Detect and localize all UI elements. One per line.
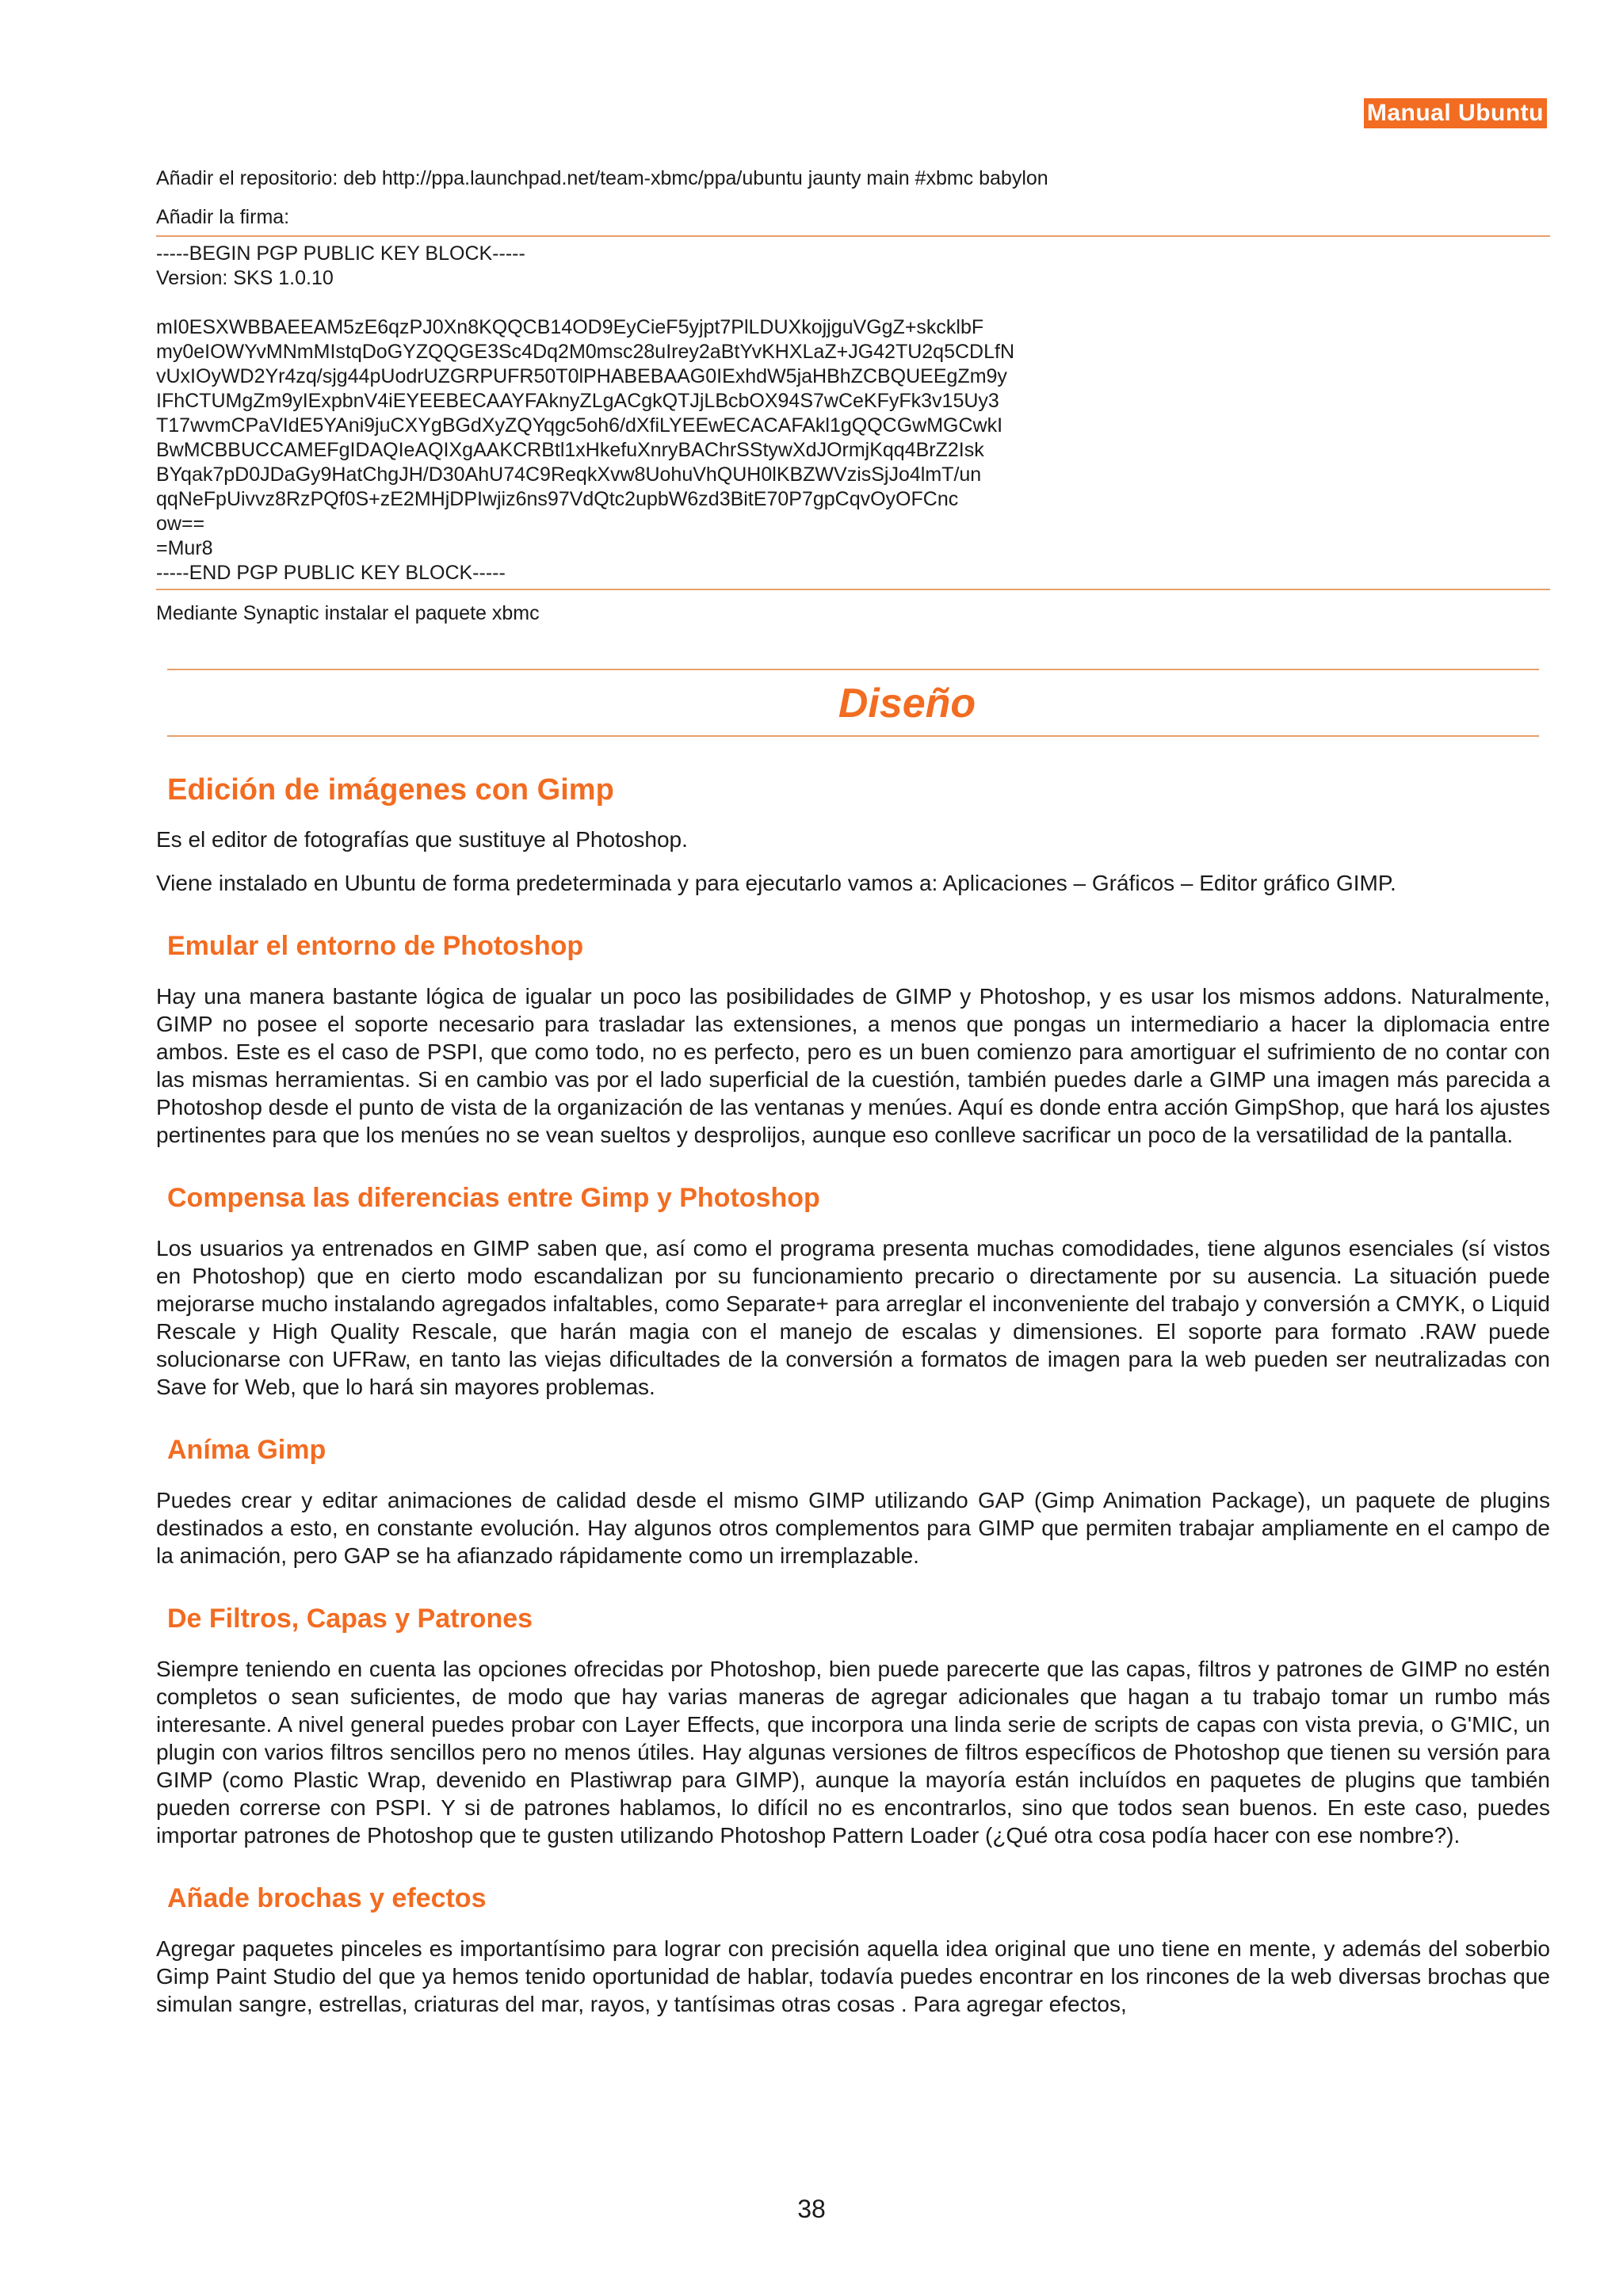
synaptic-instruction: Mediante Synaptic instalar el paquete xbmc bbox=[156, 602, 540, 624]
subsection-heading: Emular el entorno de Photoshop bbox=[167, 931, 584, 961]
subsection-heading: Compensa las diferencias entre Gimp y Photoshop bbox=[167, 1183, 820, 1213]
subsection-paragraph: Agregar paquetes pinceles es importantísimo para lograr con precisión aquella idea original que uno tiene en mente, y además del soberbio Gimp Paint Studio del que ya hemos tenido oportunidad de hablar, todavía puedes encontrar en los rincones de la web diversas brochas que simulan sangre, estrellas, criaturas del mar, rayos, y tantísimas otras cosas . Para agregar efectos, bbox=[156, 1936, 1550, 2016]
gimp-install-paragraph: Viene instalado en Ubuntu de forma predeterminada y para ejecutarlo vamos a: Aplicaciones – Gráficos – Editor gráfico GIMP. bbox=[156, 871, 1396, 895]
section-bottom-rule bbox=[167, 735, 1539, 737]
subsection-paragraph: Los usuarios ya entrenados en GIMP saben que, así como el programa presenta muchas comodidades, tiene algunos esenciales (sí vistos en Photoshop) que en cierto modo escandalizan por su funcionamiento precario o directamente por su ausencia. La situación puede mejorarse mucho instalando agregados infaltables, como Separate+ para arreglar el inconveniente del trabajo y conversión a CMYK, o Liquid Rescale y High Quality Rescale, que harán magia con el manejo de escalas y dimensiones. El soporte para formato .RAW puede solucionarse con UFRaw, en tanto las viejas dificultades de la conversión a formatos de imagen para la web pueden ser neutralizadas con Save for Web, que lo hará sin mayores problemas. bbox=[156, 1236, 1550, 1399]
page-number: 38 bbox=[797, 2195, 826, 2223]
subsection-paragraph: Puedes crear y editar animaciones de calidad desde el mismo GIMP utilizando GAP (Gimp Animation Package), un paquete de plugins destinados a esto, en constante evolución. Hay algunos otros complementos para GIMP que permiten trabajar ampliamente en el campo de la animación, pero GAP se ha afianzado rápidamente como un irremplazable. bbox=[156, 1488, 1550, 1568]
section-title: Diseño bbox=[838, 681, 976, 727]
signature-label: Añadir la firma: bbox=[156, 206, 290, 228]
subsection-heading: Añade brochas y efectos bbox=[167, 1883, 487, 1913]
gimp-intro-paragraph: Es el editor de fotografías que sustituye al Photoshop. bbox=[156, 827, 688, 852]
subsection-paragraph: Hay una manera bastante lógica de igualar un poco las posibilidades de GIMP y Photoshop, y es usar los mismos addons. Naturalmente, GIMP no posee el soporte necesario para trasladar las extensiones, a menos que pongas un intermediario a hacer la diplomacia entre ambos. Este es el caso de PSPI, que como todo, no es perfecto, pero es un buen comienzo para amortiguar el sufrimiento de no contar con las mismas herramientas. Si en cambio vas por el lado superficial de la cuestión, también puedes darle a GIMP una imagen más parecida a Photoshop desde el punto de vista de la organización de las ventanas y menúes. Aquí es donde entra acción GimpShop, que hará los ajustes pertinentes para que los menúes no se vean sueltos y desprolijos, aunque eso conlleve sacrificar un poco de la versatilidad de la pantalla. bbox=[156, 984, 1550, 1147]
subsection-heading: De Filtros, Capas y Patrones bbox=[167, 1604, 533, 1634]
gimp-heading: Edición de imágenes con Gimp bbox=[167, 773, 614, 807]
page-content bbox=[156, 166, 1550, 2018]
subsection-heading: Aníma Gimp bbox=[167, 1435, 327, 1465]
subsection-paragraph: Siempre teniendo en cuenta las opciones ofrecidas por Photoshop, bien puede parecerte que las capas, filtros y patrones de GIMP no estén completos o sean suficientes, de modo que hay varias maneras de agregar adicionales que hagan a tu trabajo tomar un rumbo más interesante. A nivel general puedes probar con Layer Effects, que incorpora una linda serie de scripts de capas con vista previa, o G'MIC, un plugin con varios filtros sencillos pero no menos útiles. Hay algunas versiones de filtros específicos de Photoshop que tienen su versión para GIMP (como Plastic Wrap, devenido en Plastiwrap para GIMP), aunque la mayoría están incluídos en paquetes de plugins que también pueden correrse con PSPI. Y si de patrones hablamos, lo difícil no es encontrarlos, sino que todos sean buenos. En este caso, puedes importar patrones de Photoshop que te gusten utilizando Photoshop Pattern Loader (¿Qué otra cosa podía hacer con ese nombre?). bbox=[156, 1657, 1550, 1848]
section-header bbox=[167, 669, 1539, 737]
section-top-rule bbox=[167, 669, 1539, 670]
pgp-key-block: -----BEGIN PGP PUBLIC KEY BLOCK----- Version: SKS 1.0.10 mI0ESXWBBAEEAM5zE6qzPJ0Xn8KQQCB14OD9EyCieF5yjpt7PlLDUXkojjguVGgZ+skcklbF my0eIOWYvMNmMIstqDoGYZQQGE3Sc4Dq2M0msc28uIrey2aBtYvKHXLaZ+JG42TU2q5CDLfN vUxIOyWD2Yr4zq/sjg44pUodrUZGRPUFR50T0lPHABEBAAG0IExhdW5jaHBhZCBQUEEgZm9y IFhCTUMgZm9yIExpbnV4iEYEEBECAAYFAknyZLgACgkQTJjLBcbOX94S7wCeKFyFk3v15Uy3 T17wvmCPaVIdE5YAni9juCXYgBGdXyZQYqgc5oh6/dXfiLYEEwECACAFAkl1gQQCGwMGCwkI BwMCBBUCCAMEFgIDAQIeAQIXgAAKCRBtl1xHkefuXnryBAChrSStywXdJOrmjKqq4BrZ2Isk BYqak7pD0JDaGy9HatChgJH/D30AhU74C9ReqkXvw8UohuVhQUH0lKBZWVzisSjJo4lmT/un qqNeFpUivvz8RzPQf0S+zE2MHjDPIwjiz6ns97VdQtc2upbW6zd3BitE70P7gpCqvOyOFCnc ow== =Mur8 -----END PGP PUBLIC KEY BLOCK----- bbox=[156, 242, 1014, 584]
pgp-bottom-rule bbox=[156, 589, 1550, 590]
manual-ubuntu-badge: Manual Ubuntu bbox=[1364, 98, 1547, 128]
repository-line: Añadir el repositorio: deb http://ppa.launchpad.net/team-xbmc/ppa/ubuntu jaunty main #xbmc babylon bbox=[156, 167, 1048, 189]
